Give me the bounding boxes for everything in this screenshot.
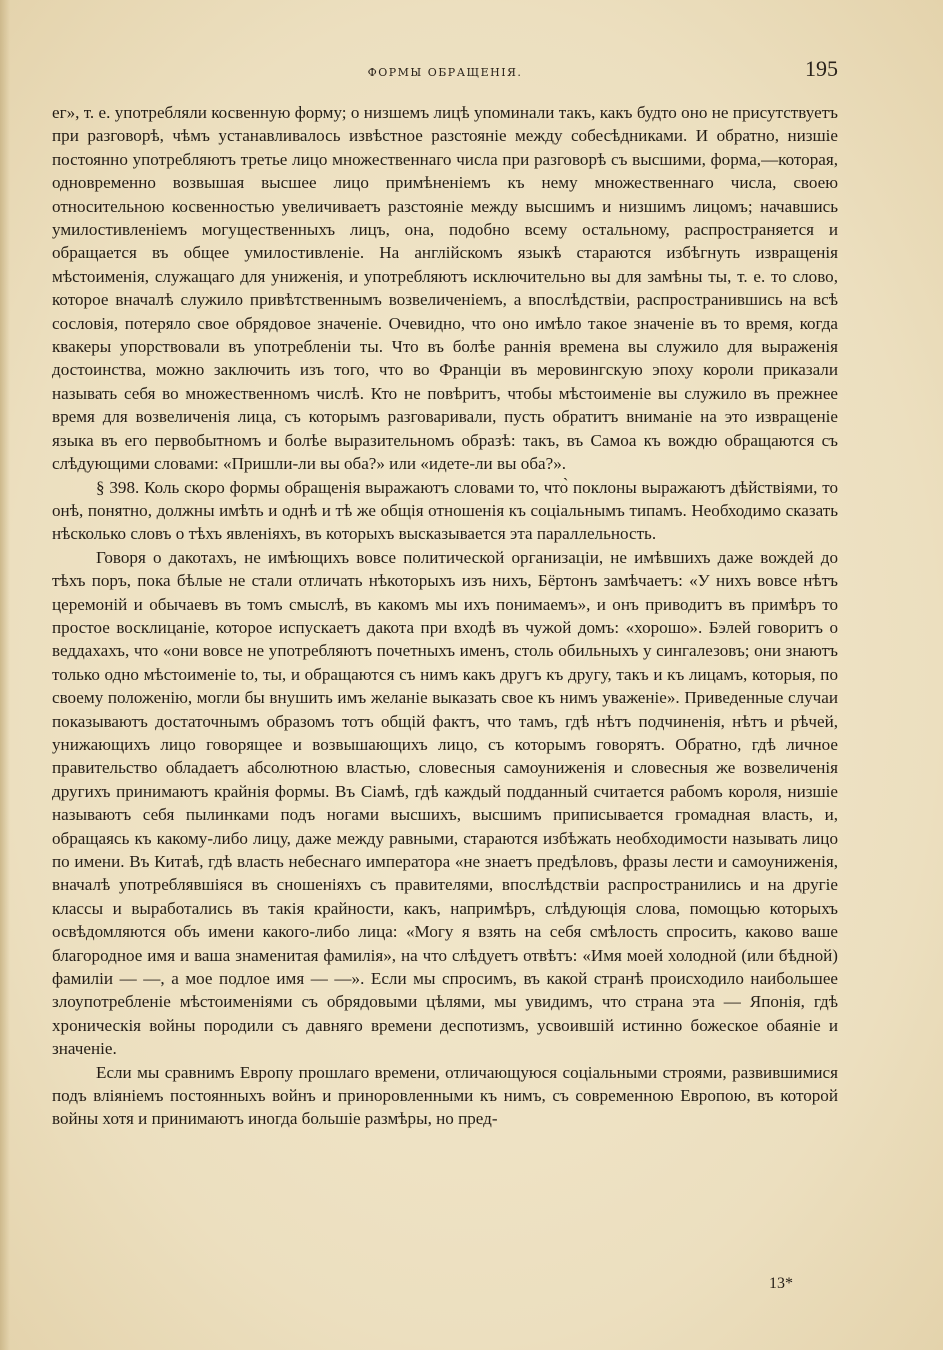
paragraph-section-398: § 398. Коль скоро формы обращенія выражаютъ словами то, что̀ поклоны выражаютъ дѣйствіями, то онѣ, понятно, должны имѣть и однѣ и тѣ же общія отношенія къ соціальнымъ типамъ. Необходимо сказать нѣсколько словъ о тѣхъ явленіяхъ, въ которыхъ высказывается эта параллельность.: [52, 477, 838, 544]
page-number: 195: [805, 56, 838, 81]
paragraph-europe: Если мы сравнимъ Европу прошлаго времени, отличающуюся соціальными строями, развившимися подъ вліяніемъ постоянныхъ войнъ и приноровленными къ нимъ, съ современною Европою, въ которой войны хотя и принимаютъ иногда большіе размѣры, но пред-: [52, 1062, 838, 1129]
signature-mark: 13*: [769, 1275, 793, 1292]
running-head: [52, 56, 838, 86]
paragraph-continuation: ег», т. е. употребляли косвенную форму; о низшемъ лицѣ упоминали такъ, какъ будто оно не присутствуетъ при разговорѣ, чѣмъ устанавливалось извѣстное разстояніе между собесѣдниками. И обратно, низшіе постоянно употребляютъ третье лицо множественнаго числа при разговорѣ съ высшими, форма,—которая, одновременно возвышая высшее лицо примѣненіемъ къ нему множественнаго числа, своею относительною косвенностью увеличиваетъ разстояніе между высшимъ и низшимъ лицомъ; начавшись умилостивленіемъ могущественныхъ лицъ, она, подобно всему остальному, распространяется и обращается въ общее умилостивленіе. На англійскомъ языкѣ стараются избѣгнуть извращенія мѣстоименія, служащаго для униженія, и употребляютъ исключительно вы для замѣны ты, т. е. то слово, которое вначалѣ служило привѣтственнымъ возвеличеніемъ, а впослѣдствіи, распространившись на всѣ сословія, потеряло свое обрядовое значеніе. Очевидно, что оно имѣло такое значеніе въ то время, когда квакеры упорствовали въ употребленіи ты. Что въ болѣе раннія времена вы служило для выраженія достоинства, можно заключить изъ того, что во Франціи въ меровингскую эпоху короли приказали называть себя во множественномъ числѣ. Кто не повѣритъ, чтобы мѣстоименіе вы служило въ прежнее время для возвеличенія лица, съ которымъ разговаривали, пусть обратитъ вниманіе на это извращеніе языка въ его первобытномъ и болѣе выразительномъ образѣ: такъ, въ Самоа къ вождю обращаются съ слѣдующими словами: «Пришли-ли вы оба?» или «идете-ли вы оба?».: [52, 103, 838, 474]
page-edge-shadow: [0, 0, 10, 1350]
running-title: ФОРМЫ ОБРАЩЕНІЯ.: [367, 66, 523, 79]
body-text: [52, 101, 838, 1131]
paragraph-dakota: Говоря о дакотахъ, не имѣющихъ вовсе политической организаціи, не имѣвшихъ даже вождей до тѣхъ поръ, пока бѣлые не стали отличать нѣкоторыхъ изъ нихъ, Бёртонъ замѣчаетъ: «У нихъ вовсе нѣтъ церемоній и обычаевъ въ томъ смыслѣ, въ какомъ мы ихъ понимаемъ», и онъ приводитъ въ примѣръ то простое восклицаніе, которое испускаетъ дакота при входѣ въ чужой домъ: «хорошо». Бэлей говоритъ о веддахахъ, что «они вовсе не употребляютъ почетныхъ именъ, столь обильныхъ у сингалезовъ; они знаютъ только одно мѣстоименіе to, ты, и обращаются съ нимъ какъ другъ къ другу, такъ и къ лицамъ, которыя, по своему положенію, могли бы внушить имъ желаніе выказать свое къ нимъ уваженіе». Приведенные случаи показываютъ достаточнымъ образомъ тотъ общій фактъ, что тамъ, гдѣ нѣтъ подчиненія, нѣтъ и рѣчей, унижающихъ лицо говорящее и возвышающихъ лицо, съ которымъ говорятъ. Обратно, гдѣ личное правительство обладаетъ абсолютною властью, словесныя самоуниженія и словесныя же возвеличенія другихъ принимаютъ крайнія формы. Въ Сіамѣ, гдѣ каждый подданный считается рабомъ короля, низшіе называютъ себя пылинками подъ ногами высшихъ, высшимъ приписывается громадная власть, и, обращаясь къ какому-либо лицу, даже между равными, стараются избѣжать необходимости называть лицо по имени. Въ Китаѣ, гдѣ власть небеснаго императора «не знаетъ предѣловъ, фразы лести и самоуниженія, вначалѣ употреблявшіяся въ сношеніяхъ съ правителями, впослѣдствіи распространились и на другіе классы и выработались въ такія крайности, какъ, напримѣръ, слѣдующія слова, помощью которыхъ освѣдомляются объ имени какого-либо лица: «Могу я взять на себя смѣлость спросить, каково ваше благородное имя и ваша знаменитая фамилія», на что слѣдуетъ отвѣтъ: «Имя моей холодной (или бѣдной) фамиліи — —, а мое подлое имя — —». Если мы спросимъ, въ какой странѣ происходило наибольшее злоупотребленіе мѣстоименіями съ обрядовыми цѣлями, мы увидимъ, что страна эта — Японія, гдѣ хроническія войны породили съ давняго времени деспотизмъ, усвоившій истинно божеское обаяніе и значеніе.: [52, 547, 838, 1059]
